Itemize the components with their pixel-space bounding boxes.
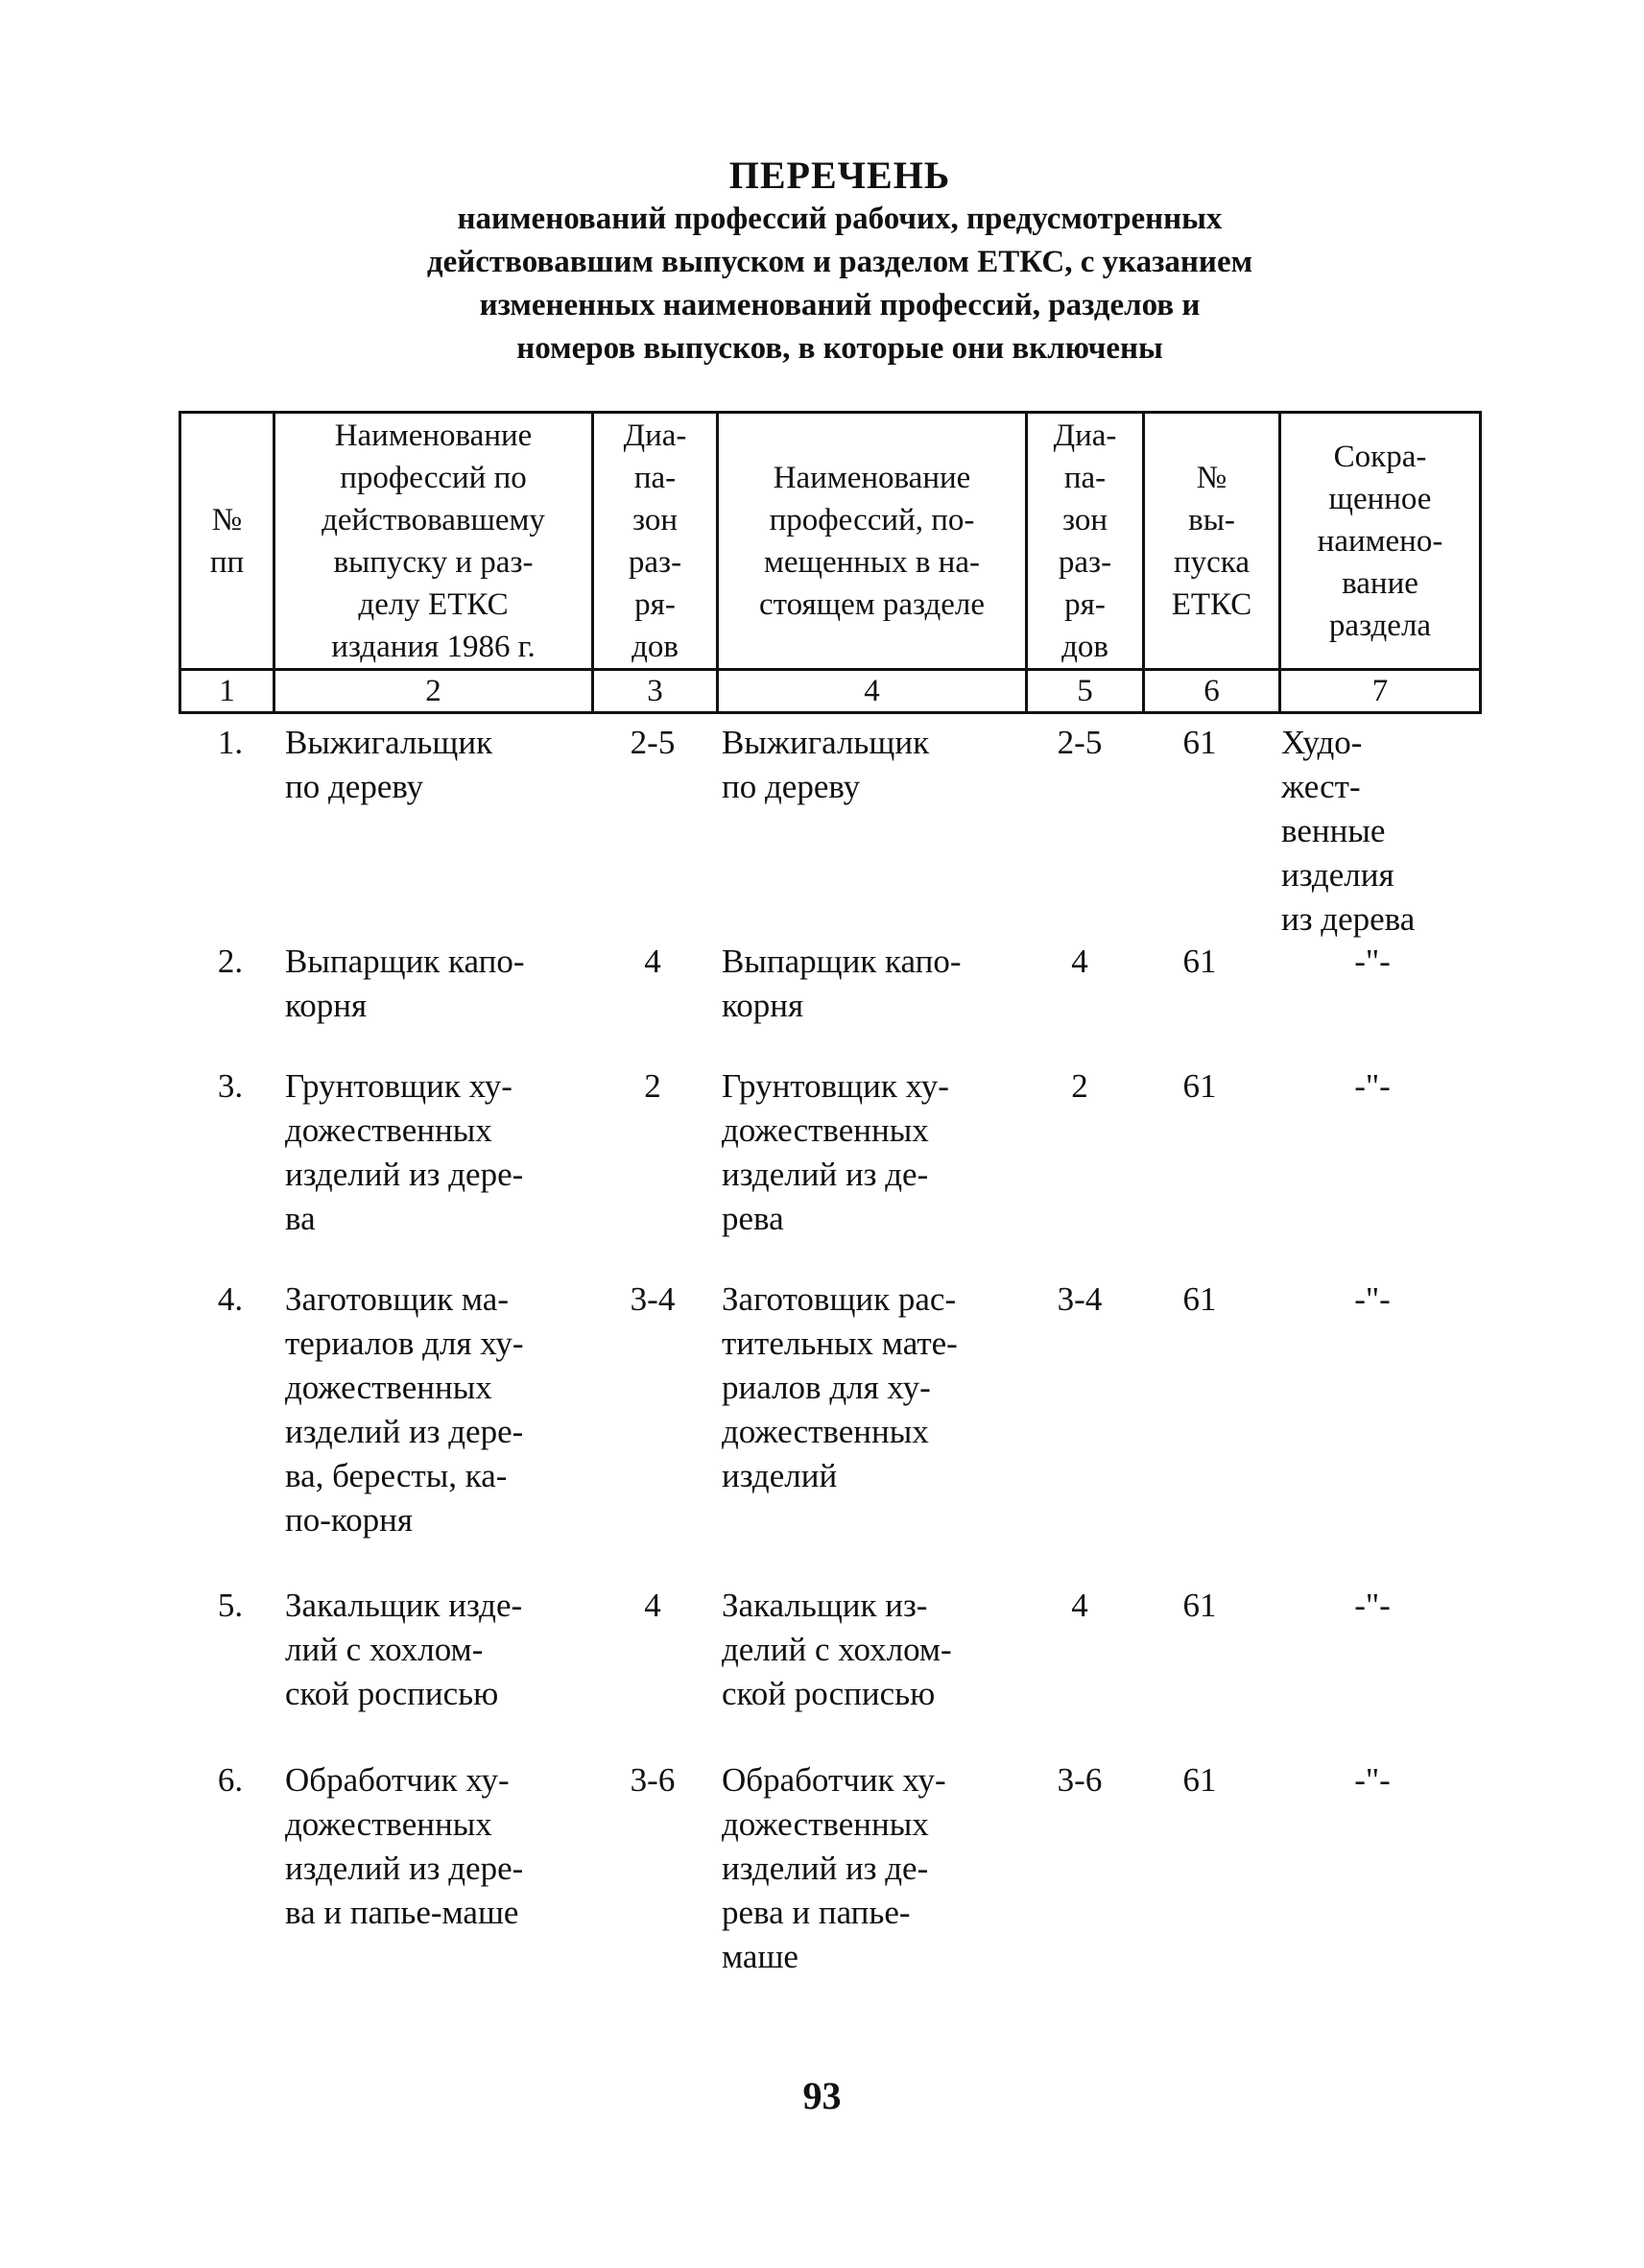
cell-line: изделий из дере- — [285, 1850, 524, 1887]
header-text: щенное — [1328, 481, 1432, 516]
cell-line: Выпарщик капо- — [285, 943, 525, 980]
column-number-cell: 4 — [718, 670, 1027, 713]
header-text: зон — [631, 502, 678, 537]
cell-section — [1276, 1758, 1468, 1802]
cell-line: изделий из дере- — [285, 1156, 524, 1193]
cell-issue: 61 — [1182, 724, 1217, 761]
header-text: вание — [1342, 565, 1418, 601]
title-main: ПЕРЕЧЕНЬ — [728, 154, 951, 197]
header-text: ря- — [1064, 586, 1106, 622]
header-cell-2 — [274, 413, 593, 670]
title-line: действовавшим выпуском и разделом ЕТКС, с указанием — [426, 245, 1253, 279]
cell-line: Закальщик изде- — [285, 1587, 523, 1624]
cell-new-name — [722, 940, 1029, 1028]
cell-old-name — [285, 1277, 583, 1542]
cell-line: тительных мате- — [722, 1325, 958, 1362]
cell-new-range: 3-4 — [1057, 1280, 1103, 1318]
cell-line: изделий из де- — [722, 1156, 929, 1193]
page-number: 93 — [802, 2074, 842, 2117]
header-cell-4 — [718, 413, 1027, 670]
column-number-cell: 1 — [180, 670, 274, 713]
cell-new-name — [722, 1758, 1029, 1979]
cell-line: ва — [285, 1200, 316, 1237]
cell-line: Заготовщик ма- — [285, 1280, 509, 1318]
cell-line: венные — [1281, 812, 1386, 849]
header-text: действовавшему — [322, 502, 545, 537]
header-text: ЕТКС — [1171, 586, 1252, 622]
cell-old-name — [285, 1064, 583, 1241]
column-number-cell: 6 — [1144, 670, 1280, 713]
header-text: Наименование — [773, 460, 971, 495]
cell-line: Заготовщик рас- — [722, 1280, 957, 1318]
cell-line: Выжигальщик — [285, 724, 493, 761]
header-cell-5 — [1027, 413, 1144, 670]
cell-new-range: 4 — [1071, 943, 1088, 980]
header-text: па- — [633, 460, 677, 495]
cell-line: делий с хохлом- — [722, 1631, 952, 1668]
header-text: па- — [1063, 460, 1107, 495]
header-text: раз- — [1058, 544, 1112, 580]
cell-num: 5. — [217, 1587, 244, 1624]
header-text: раздела — [1328, 608, 1432, 643]
cell-line: по дереву — [285, 768, 424, 805]
cell-num: 3. — [217, 1067, 244, 1105]
cell-line: териалов для ху- — [285, 1325, 524, 1362]
cell-old-range: 4 — [644, 1587, 661, 1624]
header-cell-6 — [1144, 413, 1280, 670]
cell-line: маше — [722, 1938, 798, 1975]
document-title — [288, 154, 1392, 370]
header-row — [180, 413, 1481, 670]
header-text: № — [211, 502, 243, 537]
cell-line: Закальщик из- — [722, 1587, 928, 1624]
header-cell-7 — [1280, 413, 1481, 670]
cell-line: -"- — [1354, 1587, 1391, 1624]
cell-line: дожественных — [722, 1805, 929, 1843]
cell-line: Худо- — [1281, 724, 1363, 761]
column-number-cell: 5 — [1027, 670, 1144, 713]
cell-line: жест- — [1281, 768, 1361, 805]
cell-new-name — [722, 1584, 1029, 1716]
cell-new-name — [722, 1277, 1029, 1498]
header-text: Сокра- — [1333, 439, 1427, 474]
cell-line: ва и папье-маше — [285, 1894, 519, 1931]
cell-issue: 61 — [1182, 1587, 1217, 1624]
cell-old-range: 2 — [644, 1067, 661, 1105]
column-number-cell: 3 — [593, 670, 718, 713]
header-text: мещенных в на- — [764, 544, 980, 580]
cell-line: корня — [285, 987, 368, 1024]
cell-line: Грунтовщик ху- — [722, 1067, 949, 1105]
cell-new-range: 4 — [1071, 1587, 1088, 1624]
cell-line: корня — [722, 987, 804, 1024]
cell-line: дожественных — [285, 1369, 492, 1406]
cell-line: Обработчик ху- — [722, 1761, 946, 1799]
cell-line: -"- — [1354, 1280, 1391, 1318]
header-text: раз- — [628, 544, 682, 580]
header-text: профессий, по- — [769, 502, 975, 537]
cell-line: дожественных — [285, 1805, 492, 1843]
header-text: издания 1986 г. — [331, 629, 536, 664]
cell-line: дожественных — [722, 1413, 929, 1450]
header-text: Наименование — [334, 418, 533, 453]
cell-line: лий с хохлом- — [285, 1631, 484, 1668]
cell-section — [1276, 940, 1468, 984]
cell-line: дожественных — [722, 1111, 929, 1149]
header-text: Диа- — [1053, 418, 1117, 453]
cell-new-name — [722, 1064, 1029, 1241]
header-text: профессий по — [340, 460, 527, 495]
cell-line: -"- — [1354, 943, 1391, 980]
header-cell-3 — [593, 413, 718, 670]
cell-old-name — [285, 940, 583, 1028]
cell-line: -"- — [1354, 1761, 1391, 1799]
column-number-row — [180, 670, 1481, 713]
cell-line: рева и папье- — [722, 1894, 911, 1931]
cell-new-range: 2-5 — [1057, 724, 1103, 761]
cell-issue: 61 — [1182, 1067, 1217, 1105]
cell-line: из дерева — [1281, 900, 1416, 938]
title-line: измененных наименований профессий, разделов и — [479, 288, 1201, 322]
header-text: № — [1196, 460, 1227, 495]
cell-line: дожественных — [285, 1111, 492, 1149]
column-number-cell: 7 — [1280, 670, 1481, 713]
header-text: пп — [209, 544, 245, 580]
cell-line: ва, бересты, ка- — [285, 1457, 508, 1494]
cell-section — [1276, 1277, 1468, 1322]
cell-line: Грунтовщик ху- — [285, 1067, 512, 1105]
header-text: наимено- — [1317, 523, 1443, 559]
header-cell-1 — [180, 413, 274, 670]
title-line: наименований профессий рабочих, предусмотренных — [457, 202, 1223, 236]
column-number-cell: 2 — [274, 670, 593, 713]
header-text: дов — [1061, 629, 1108, 664]
cell-line: изделий — [722, 1457, 838, 1494]
cell-new-range: 3-6 — [1057, 1761, 1103, 1799]
cell-num: 4. — [217, 1280, 244, 1318]
cell-old-range: 2-5 — [630, 724, 676, 761]
header-text: дов — [631, 629, 679, 664]
cell-issue: 61 — [1182, 1280, 1217, 1318]
cell-new-range: 2 — [1071, 1067, 1088, 1105]
cell-line: риалов для ху- — [722, 1369, 931, 1406]
cell-section — [1276, 1584, 1468, 1628]
cell-old-range: 3-6 — [630, 1761, 676, 1799]
cell-line: ской росписью — [285, 1675, 499, 1712]
header-text: ря- — [634, 586, 676, 622]
cell-line: ской росписью — [722, 1675, 936, 1712]
title-line: номеров выпусков, в которые они включены — [516, 331, 1163, 366]
cell-line: по дереву — [722, 768, 861, 805]
cell-line: изделий из де- — [722, 1850, 929, 1887]
cell-line: изделий из дере- — [285, 1413, 524, 1450]
header-text: Диа- — [623, 418, 687, 453]
cell-old-range: 4 — [644, 943, 661, 980]
cell-new-name — [722, 721, 1029, 809]
cell-section — [1281, 721, 1473, 942]
cell-old-name — [285, 721, 583, 809]
header-text: зон — [1061, 502, 1108, 537]
cell-line: -"- — [1354, 1067, 1391, 1105]
cell-issue: 61 — [1182, 943, 1217, 980]
cell-line: Обработчик ху- — [285, 1761, 510, 1799]
header-text: делу ЕТКС — [358, 586, 509, 622]
cell-old-range: 3-4 — [630, 1280, 676, 1318]
cell-old-name — [285, 1758, 583, 1935]
cell-line: по-корня — [285, 1501, 413, 1539]
cell-line: изделия — [1281, 856, 1394, 894]
table-header — [179, 411, 1479, 718]
cell-num: 6. — [217, 1761, 244, 1799]
cell-line: Выпарщик капо- — [722, 943, 962, 980]
cell-line: Выжигальщик — [722, 724, 930, 761]
header-text: стоящем разделе — [758, 586, 985, 622]
cell-old-name — [285, 1584, 583, 1716]
cell-section — [1276, 1064, 1468, 1109]
header-text: пуска — [1174, 544, 1250, 580]
cell-num: 2. — [217, 943, 244, 980]
cell-num: 1. — [217, 724, 244, 761]
cell-line: рева — [722, 1200, 784, 1237]
header-text: вы- — [1188, 502, 1235, 537]
header-text: выпуску и раз- — [333, 544, 534, 580]
cell-issue: 61 — [1182, 1761, 1217, 1799]
